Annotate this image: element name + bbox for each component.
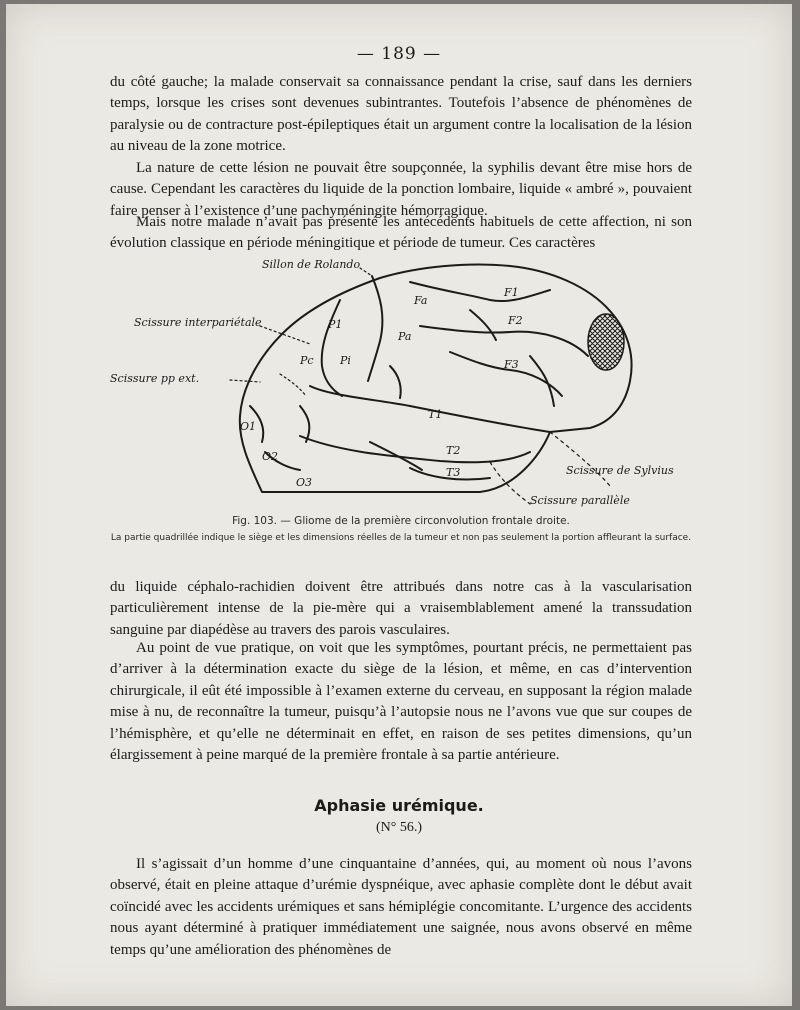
paragraph: La nature de cette lésion ne pouvait être soupçonnée, la syphilis devant être mise hors de cause. Cependant les caractères du liquide de la ponction lombaire, liquide « ambré », pouvaient faire penser à l’existence d’une pachyméningite hémorragique. <box>110 160 692 219</box>
label-T2: T2 <box>446 444 461 457</box>
section-subtitle: (N° 56.) <box>375 820 423 835</box>
section-title: Aphasie urémique. <box>314 796 484 815</box>
rolando-sulcus <box>368 276 382 381</box>
page-number: — 189 — <box>356 44 442 64</box>
label-interparietale: Scissure interpariétale <box>134 316 262 329</box>
brain-figure <box>110 256 692 516</box>
page <box>6 4 792 1006</box>
label-T3: T3 <box>446 466 461 479</box>
label-T1: T1 <box>428 408 443 421</box>
figure-caption-detail: La partie quadrillée indique le siège et les dimensions réelles de la tumeur et non pas seulement la portion affleurant la surface. <box>110 533 692 543</box>
label-parallele: Scissure parallèle <box>530 494 630 507</box>
paragraph: Mais notre malade n’avait pas présenté les antécédents habituels de cette affection, ni son évolution classique en période méningitique et période de tumeur. Ces caractères <box>110 214 692 252</box>
label-F2: F2 <box>508 314 523 327</box>
paragraph: Au point de vue pratique, on voit que les symptômes, pourtant précis, ne permettaient pas d’arriver à la détermination exacte du siège de la lésion, et même, en cas d’intervention chirurgicale, il eût été impossible à l’examen externe du cerveau, en supposant la région malade mise à nu, de reconnaître la tumeur, puisqu’à l’autopsie nous ne l’avons vue que sur coupes de l’hémisphère, et qu’elle ne déterminait en effet, en raison de ses petites dimensions, qu’un élargissement à peine marqué de la première frontale à sa partie antérieure. <box>110 640 692 764</box>
label-F1: F1 <box>504 286 519 299</box>
label-pp-ext: Scissure pp ext. <box>110 372 200 385</box>
label-O1: O1 <box>240 420 257 433</box>
label-rolando: Sillon de Rolando <box>262 258 361 271</box>
tumor-hatched-area <box>588 314 624 370</box>
label-P1: P1 <box>328 318 343 331</box>
hemisphere-outline <box>240 265 632 493</box>
brain-drawing <box>110 256 692 516</box>
label-F3: F3 <box>504 358 519 371</box>
label-O2: O2 <box>262 450 279 463</box>
label-Pa: Pa <box>398 330 412 343</box>
paragraph: du côté gauche; la malade conservait sa connaissance pendant la crise, sauf dans les derniers temps, lorsque les crises sont devenues subintrantes. Toutefois l’absence de phénomènes de paralysie ou de contracture post-épileptiques était un argument contre la localisation de la lésion au niveau de la zone motrice. <box>110 74 692 155</box>
label-O3: O3 <box>296 476 313 489</box>
label-Pi: Pi <box>340 354 351 367</box>
paragraph: du liquide céphalo-rachidien doivent être attribués dans notre cas à la vascularisation particulièrement intense de la pie-mère qui a vraisemblablement amené la transsudation sanguine par diapédèse au travers des parois vasculaires. <box>110 579 692 638</box>
paragraph: Il s’agissait d’un homme d’une cinquantaine d’années, qui, au moment où nous l’avons observé, était en pleine attaque d’urémie dyspnéique, avec aphasie complète dont le début avait coïncidé avec les accidents urémiques et sans hémiplégie concomitante. L’urgence des accidents nous ayant déterminé à pratiquer immédiatement une saignée, nous avons observé en même temps qu’une amélioration des phénomènes de <box>110 856 692 958</box>
label-Fa: Fa <box>414 294 428 307</box>
label-Pc: Pc <box>300 354 314 367</box>
figure-caption: Fig. 103. — Gliome de la première circonvolution frontale droite. <box>232 515 570 527</box>
label-sylvius: Scissure de Sylvius <box>566 464 674 477</box>
